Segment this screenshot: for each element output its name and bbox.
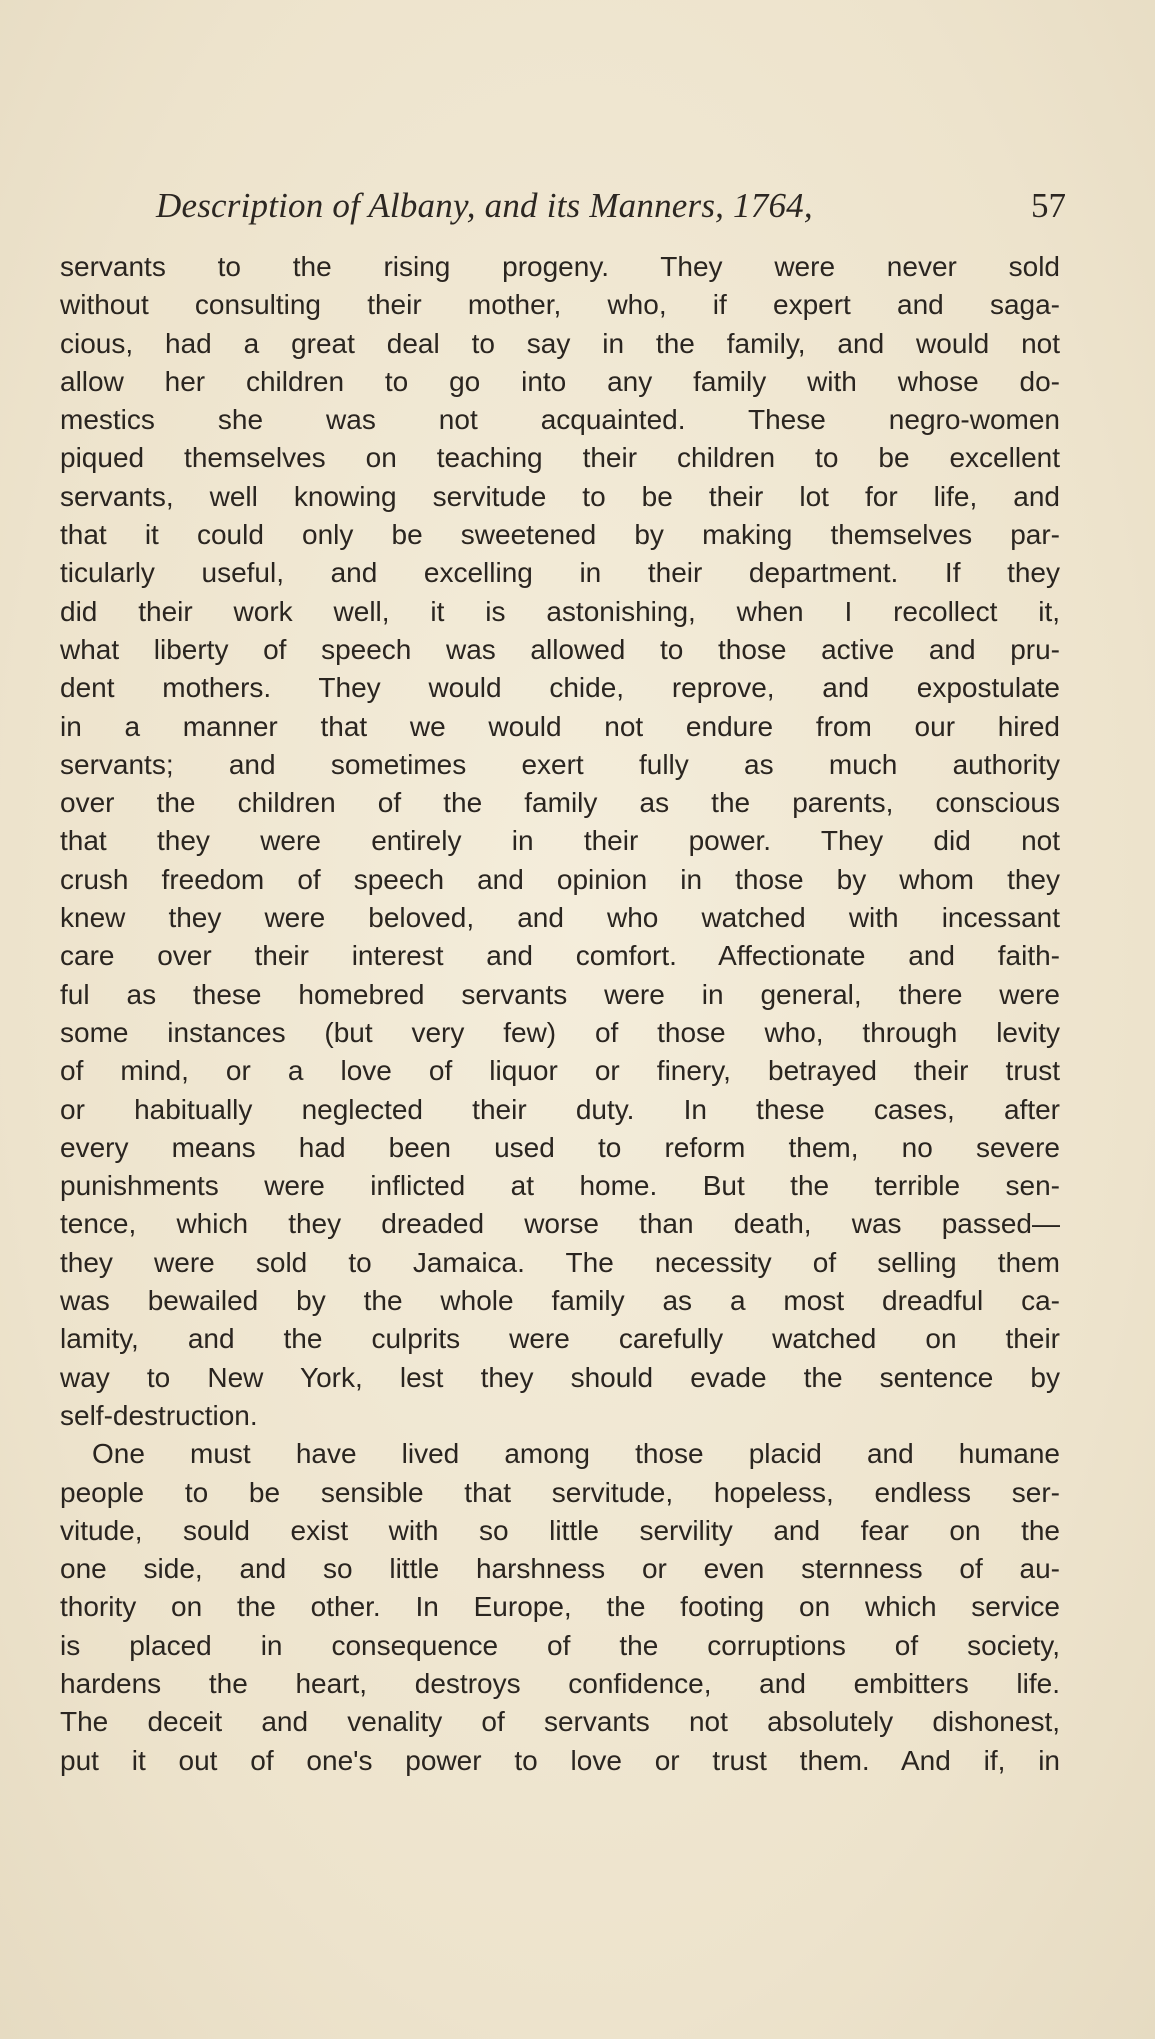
text-line: every means had been used to reform them, no severe bbox=[60, 1131, 1060, 1163]
text-line: that it could only be sweetened by making themselves par- bbox=[60, 519, 1060, 551]
text-line: servants, well knowing servitude to be their lot for life, and bbox=[60, 480, 1060, 512]
text-line: some instances (but very few) of those who, through levity bbox=[60, 1016, 1060, 1048]
text-line: was bewailed by the whole family as a most dreadful ca- bbox=[60, 1285, 1060, 1317]
text-line: The deceit and venality of servants not absolutely dishonest, bbox=[60, 1706, 1060, 1738]
body-text bbox=[60, 248, 1060, 1780]
text-line: knew they were beloved, and who watched with incessant bbox=[60, 902, 1060, 934]
text-line: punishments were inflicted at home. But the terrible sen- bbox=[60, 1170, 1060, 1202]
text-line: thority on the other. In Europe, the footing on which service bbox=[60, 1591, 1060, 1623]
page-number: 57 bbox=[1031, 186, 1066, 225]
text-line: in a manner that we would not endure from our hired bbox=[60, 710, 1060, 742]
text-line: tence, which they dreaded worse than death, was passed— bbox=[60, 1208, 1060, 1240]
text-line: mestics she was not acquainted. These negro-women bbox=[60, 404, 1060, 436]
text-line: ticularly useful, and excelling in their department. If they bbox=[60, 557, 1060, 589]
paragraph-start-line: One must have lived among those placid and humane bbox=[92, 1438, 1060, 1470]
text-line: lamity, and the culprits were carefully watched on their bbox=[60, 1323, 1060, 1355]
text-line: over the children of the family as the parents, conscious bbox=[60, 787, 1060, 819]
text-line: allow her children to go into any family with whose do- bbox=[60, 365, 1060, 397]
text-line: of mind, or a love of liquor or finery, betrayed their trust bbox=[60, 1055, 1060, 1087]
text-line: one side, and so little harshness or even sternness of au- bbox=[60, 1553, 1060, 1585]
text-line: that they were entirely in their power. They did not bbox=[60, 825, 1060, 857]
text-line: or habitually neglected their duty. In these cases, after bbox=[60, 1093, 1060, 1125]
text-line: they were sold to Jamaica. The necessity of selling them bbox=[60, 1246, 1060, 1278]
text-line: what liberty of speech was allowed to those active and pru- bbox=[60, 633, 1060, 665]
text-line: crush freedom of speech and opinion in those by whom they bbox=[60, 863, 1060, 895]
text-line: ful as these homebred servants were in general, there were bbox=[60, 978, 1060, 1010]
paragraph-end-line: self-destruction. bbox=[60, 1399, 258, 1431]
text-line: cious, had a great deal to say in the family, and would not bbox=[60, 327, 1060, 359]
text-line: care over their interest and comfort. Affectionate and faith- bbox=[60, 940, 1060, 972]
text-line: way to New York, lest they should evade the sentence by bbox=[60, 1361, 1060, 1393]
running-title: Description of Albany, and its Manners, 1764, bbox=[156, 186, 813, 225]
text-line: without consulting their mother, who, if expert and saga- bbox=[60, 289, 1060, 321]
text-line: vitude, sould exist with so little servility and fear on the bbox=[60, 1514, 1060, 1546]
text-line: hardens the heart, destroys confidence, and embitters life. bbox=[60, 1667, 1060, 1699]
text-line: piqued themselves on teaching their children to be excellent bbox=[60, 442, 1060, 474]
text-line: dent mothers. They would chide, reprove, and expostulate bbox=[60, 672, 1060, 704]
text-line: put it out of one's power to love or trust them. And if, in bbox=[60, 1744, 1060, 1776]
text-line: did their work well, it is astonishing, when I recollect it, bbox=[60, 595, 1060, 627]
text-line: servants to the rising progeny. They were never sold bbox=[60, 251, 1060, 282]
text-line: is placed in consequence of the corruptions of society, bbox=[60, 1629, 1060, 1661]
page-header bbox=[156, 186, 1076, 230]
text-line: people to be sensible that servitude, hopeless, endless ser- bbox=[60, 1476, 1060, 1508]
text-line: servants; and sometimes exert fully as much authority bbox=[60, 748, 1060, 780]
